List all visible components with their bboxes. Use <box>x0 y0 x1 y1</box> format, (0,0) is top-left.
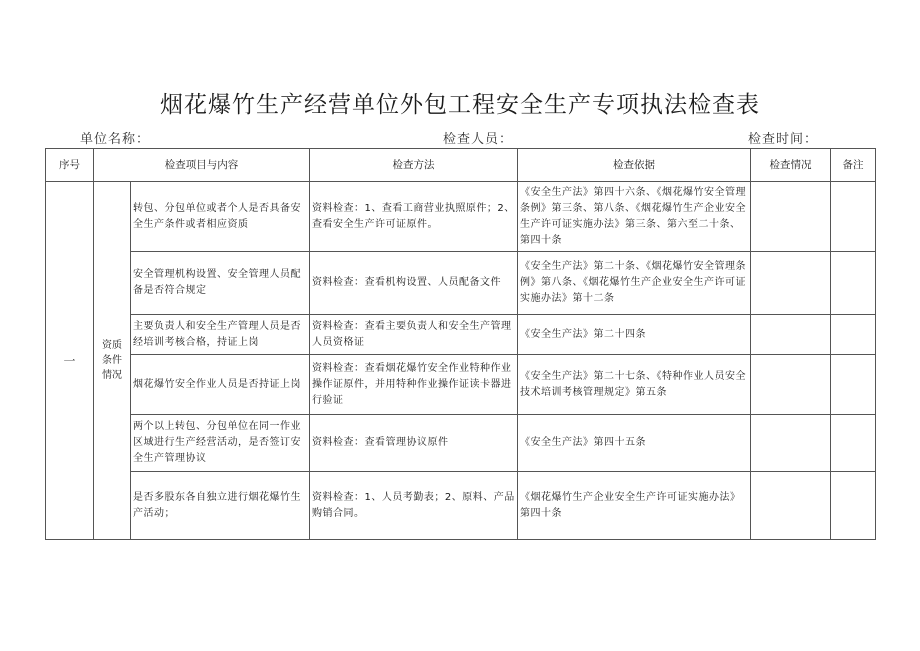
result-cell[interactable] <box>751 182 831 252</box>
remark-cell[interactable] <box>831 315 876 355</box>
section-category: 资质条件情况 <box>102 340 122 381</box>
header-item: 检查项目与内容 <box>94 149 310 182</box>
item-cell: 两个以上转包、分包单位在同一作业区域进行生产经营活动，是否签订安全生产管理协议 <box>131 415 310 472</box>
table-row <box>46 315 876 355</box>
method-cell: 资料检查：查看管理协议原件 <box>310 415 518 472</box>
method-cell: 资料检查：1、人员考勤表；2、原料、产品购销合同。 <box>310 472 518 540</box>
table-row <box>46 252 876 315</box>
basis-cell: 《安全生产法》第四十五条 <box>518 415 751 472</box>
unit-name-label: 单位名称： <box>80 132 151 147</box>
basis-cell: 《安全生产法》第四十六条、《烟花爆竹安全管理条例》第三条、第八条、《烟花爆竹生产企业安全生产许可证实施办法》第三条、第六至二十条、第四十条 <box>518 182 751 252</box>
result-cell[interactable] <box>751 252 831 315</box>
method-cell: 资料检查：查看主要负责人和安全生产管理人员资格证 <box>310 315 518 355</box>
table-row <box>46 472 876 540</box>
item-cell: 安全管理机构设置、安全管理人员配备是否符合规定 <box>131 252 310 315</box>
header-basis: 检查依据 <box>518 149 751 182</box>
table-row <box>46 182 876 252</box>
inspection-table <box>45 148 876 540</box>
item-cell: 是否多股东各自独立进行烟花爆竹生产活动； <box>131 472 310 540</box>
item-cell: 主要负责人和安全生产管理人员是否经培训考核合格，持证上岗 <box>131 315 310 355</box>
header-method: 检查方法 <box>310 149 518 182</box>
item-cell: 烟花爆竹安全作业人员是否持证上岗 <box>131 355 310 415</box>
inspector-label: 检查人员： <box>443 132 514 147</box>
header-remark: 备注 <box>831 149 876 182</box>
inspection-time-label: 检查时间： <box>748 132 819 147</box>
result-cell[interactable] <box>751 415 831 472</box>
section-seq: 一 <box>46 182 94 540</box>
header-result: 检查情况 <box>751 149 831 182</box>
result-cell[interactable] <box>751 472 831 540</box>
basis-cell: 《安全生产法》第二十七条、《特种作业人员安全技术培训考核管理规定》第五条 <box>518 355 751 415</box>
method-cell: 资料检查：查看机构设置、人员配备文件 <box>310 252 518 315</box>
table-header-row <box>46 149 876 182</box>
remark-cell[interactable] <box>831 415 876 472</box>
basis-cell: 《烟花爆竹生产企业安全生产许可证实施办法》第四十条 <box>518 472 751 540</box>
basis-cell: 《安全生产法》第二十条、《烟花爆竹安全管理条例》第八条、《烟花爆竹生产企业安全生产许可证实施办法》第十二条 <box>518 252 751 315</box>
remark-cell[interactable] <box>831 182 876 252</box>
result-cell[interactable] <box>751 355 831 415</box>
header-seq: 序号 <box>46 149 94 182</box>
basis-cell: 《安全生产法》第二十四条 <box>518 315 751 355</box>
section-category-cell <box>94 182 131 540</box>
item-cell: 转包、分包单位或者个人是否具备安全生产条件或者相应资质 <box>131 182 310 252</box>
remark-cell[interactable] <box>831 355 876 415</box>
result-cell[interactable] <box>751 315 831 355</box>
remark-cell[interactable] <box>831 252 876 315</box>
table-row <box>46 415 876 472</box>
table-row <box>46 355 876 415</box>
method-cell: 资料检查：查看烟花爆竹安全作业特种作业操作证原件，并用特种作业操作证读卡器进行验证 <box>310 355 518 415</box>
remark-cell[interactable] <box>831 472 876 540</box>
page-title: 烟花爆竹生产经营单位外包工程安全生产专项执法检查表 <box>160 92 760 118</box>
method-cell: 资料检查：1、查看工商营业执照原件；2、查看安全生产许可证原件。 <box>310 182 518 252</box>
